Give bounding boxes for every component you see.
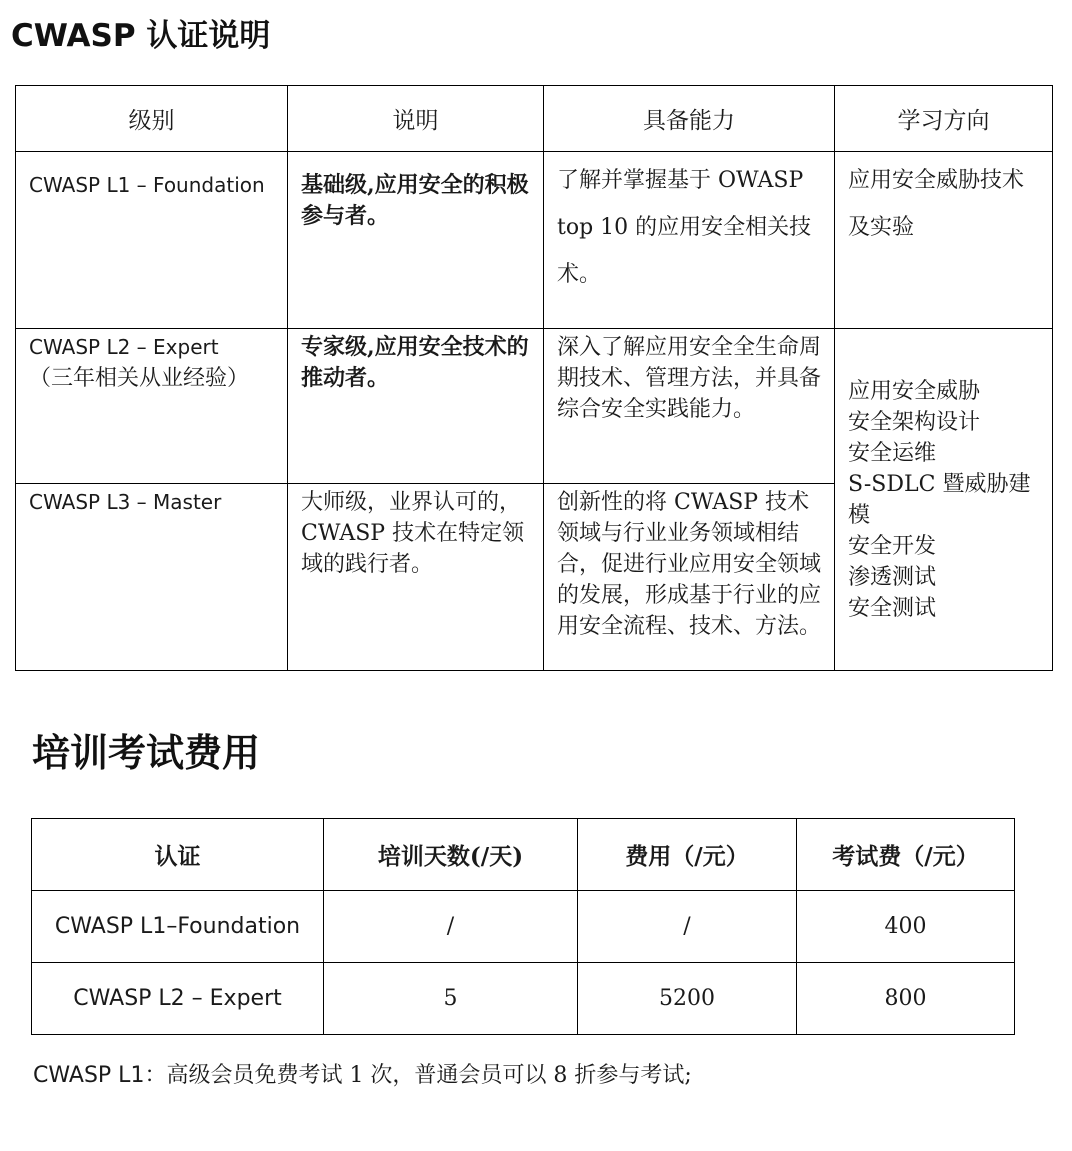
desc-text: 基础级,应用安全的积极参与者。	[301, 172, 529, 229]
column-header-description: 说明	[288, 86, 544, 152]
direction-item: 安全测试	[848, 595, 937, 621]
certification-table	[15, 85, 1053, 671]
exam-fee-cell: 800	[797, 963, 1015, 1035]
days-cell: 5	[324, 963, 578, 1035]
table-row	[16, 329, 1053, 484]
note-text: 高级会员免费考试 1 次，普通会员可以 8 折参与考试;	[166, 1063, 692, 1088]
column-header-days: 培训天数(/天)	[324, 819, 578, 891]
level-cell	[16, 329, 288, 484]
ability-cell	[544, 329, 835, 484]
ability-text: 了解并掌握基于 OWASP top 10 的应用安全相关技术。	[557, 168, 812, 287]
level-block	[16, 329, 287, 394]
days-cell: /	[324, 891, 578, 963]
direction-item: 安全运维	[848, 440, 937, 466]
table-header-row	[16, 86, 1053, 152]
ability-cell	[544, 152, 835, 329]
direction-item: 渗透测试	[848, 564, 937, 590]
desc-text: 大师级，业界认可的，CWASP 技术在特定领域的践行者。	[301, 490, 525, 577]
direction-item: 安全开发	[848, 533, 937, 559]
direction-text: 应用安全威胁技术及实验	[848, 168, 1025, 240]
direction-list	[835, 376, 1052, 624]
fee-cell: /	[578, 891, 797, 963]
level-text: CWASP L2 – Expert	[29, 335, 219, 359]
fee-table	[31, 818, 1015, 1035]
column-header-cert: 认证	[32, 819, 324, 891]
section-title-certification: CWASP 认证说明	[11, 18, 271, 54]
level-cell	[16, 484, 288, 671]
direction-item: S-SDLC 暨威胁建模	[848, 471, 1031, 528]
level-cell	[16, 152, 288, 329]
ability-cell	[544, 484, 835, 671]
level-text: CWASP L3 – Master	[29, 490, 222, 514]
column-header-exam-fee: 考试费（/元）	[797, 819, 1015, 891]
table-header-row	[32, 819, 1015, 891]
column-header-fee: 费用（/元）	[578, 819, 797, 891]
column-header-direction: 学习方向	[835, 86, 1053, 152]
note-label: CWASP L1：	[33, 1063, 167, 1088]
desc-cell	[288, 152, 544, 329]
fee-note	[33, 1058, 692, 1089]
section-title-fees: 培训考试费用	[32, 730, 261, 775]
direction-item: 应用安全威胁	[848, 378, 981, 404]
direction-item: 安全架构设计	[848, 409, 981, 435]
level-note: （三年相关从业经验）	[29, 366, 250, 391]
desc-cell	[288, 484, 544, 671]
table-row	[16, 152, 1053, 329]
shared-direction-cell	[835, 329, 1053, 671]
column-header-ability: 具备能力	[544, 86, 835, 152]
cert-cell: CWASP L1–Foundation	[32, 891, 324, 963]
exam-fee-cell: 400	[797, 891, 1015, 963]
table-row	[32, 963, 1015, 1035]
table-row	[32, 891, 1015, 963]
ability-text: 深入了解应用安全全生命周期技术、管理方法，并具备综合安全实践能力。	[557, 335, 822, 422]
direction-cell	[835, 152, 1053, 329]
column-header-level: 级别	[16, 86, 288, 152]
ability-text: 创新性的将 CWASP 技术领域与行业业务领域相结合，促进行业应用安全领域的发展，形成基于行业的应用安全流程、技术、方法。	[557, 490, 822, 639]
level-text: CWASP L1 – Foundation	[29, 173, 265, 197]
desc-text: 专家级,应用安全技术的推动者。	[301, 334, 529, 391]
desc-cell	[288, 329, 544, 484]
cert-cell: CWASP L2 – Expert	[32, 963, 324, 1035]
fee-cell: 5200	[578, 963, 797, 1035]
